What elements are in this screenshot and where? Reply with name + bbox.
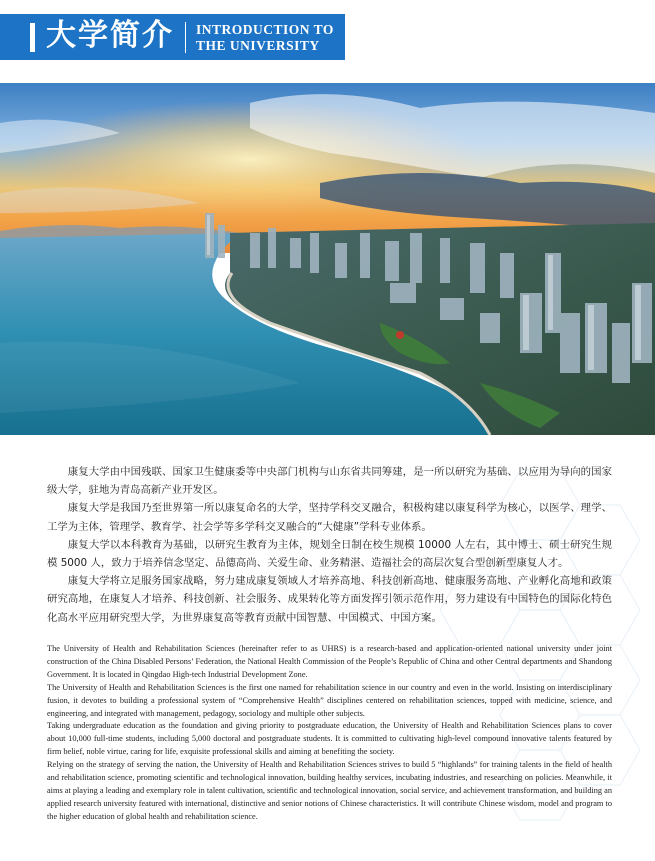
city-coastline-aerial-photo bbox=[0, 83, 655, 435]
header-banner bbox=[0, 14, 345, 60]
page-title-english-line-1: INTRODUCTION TO bbox=[196, 22, 334, 37]
intro-cn-paragraph: 康复大学将立足服务国家战略，努力建成康复领域人才培养高地、科技创新高地、健康服务高地、产业孵化高地和政策研究高地，在康复人才培养、科技创新、社会服务、成果转化等方面发挥引领示范作用，努力建设有中国特色的国际化特色化高水平应用研究型大学，为世界康复高等教育贡献中国智慧、中国模式、中国方案。 bbox=[47, 575, 612, 624]
intro-cn-paragraph: 康复大学是我国乃至世界第一所以康复命名的大学，坚持学科交叉融合，积极构建以康复科学为核心，以医学、理学、工学为主体，管理学、教育学、社会学等多学科交叉融合的“大健康”学科专业体系。 bbox=[47, 502, 612, 533]
page-title-english-line-2: THE UNIVERSITY bbox=[196, 38, 320, 53]
intro-cn-paragraph: 康复大学由中国残联、国家卫生健康委等中央部门机构与山东省共同筹建，是一所以研究为基础、以应用为导向的国家级大学，驻地为青岛高新产业开发区。 bbox=[47, 466, 612, 497]
introduction-english bbox=[47, 643, 612, 824]
header-divider bbox=[185, 22, 186, 53]
page-title-english bbox=[196, 22, 334, 54]
page-title-chinese: 大学简介 bbox=[46, 18, 174, 53]
intro-en-paragraph: The University of Health and Rehabilitation Sciences (hereinafter refer to as UHRS) is a research-based and application-oriented national university under joint construction of the China Disabled Persons’ Federation, the National Health Commission of the People’s Republic of China and other Central departments and Shandong Government. It is located in Qingdao High-tech Industrial Development Zone. bbox=[47, 644, 612, 679]
intro-en-paragraph: Relying on the strategy of serving the nation, the University of Health and Rehabilitation Sciences strives to build 5 “highlands” for training talents in the field of health and rehabilitation science, promoting scientific and technological innovation, building healthy services, incubating industries, and researching on policies. Meanwhile, it aims at playing a leading and exemplary role in talent cultivation, scientific and technological innovation, social service, and achievement transformation, and building an applied research university featured with international, distinctive and senior notions of Chinese characteristics. It will contribute Chinese wisdom, model and program to the higher education of global health and rehabilitation science. bbox=[47, 760, 612, 821]
intro-cn-paragraph: 康复大学以本科教育为基础，以研究生教育为主体，规划全日制在校生规模 10000 人左右，其中博士、硕士研究生规模 5000 人，致力于培养信念坚定、品德高尚、关爱生命、业务精湛、造福社会的高层次复合型创新型康复人才。 bbox=[47, 538, 612, 570]
intro-en-paragraph: The University of Health and Rehabilitation Sciences is the first one named for rehabilitation science in our country and even in the world. Insisting on interdisciplinary fusion, it devotes to building a professional system of “Comprehensive Health” disciplines centered on rehabilitation sciences, topped with medicine, science, and engineering, and integrated with management, pedagogy, sociology and multiple other subjects. bbox=[47, 682, 612, 718]
introduction-chinese bbox=[47, 463, 612, 627]
intro-en-paragraph: Taking undergraduate education as the foundation and giving priority to postgraduate education, the University of Health and Rehabilitation Sciences plans to cover about 10,000 full-time students, including 5,000 doctoral and postgraduate students. It is committed to cultivating high-level compound innovative talents featured by firm belief, noble virtue, caring for life, exquisite professional skills and aiming at benefiting the society. bbox=[47, 721, 612, 757]
header-accent-bar bbox=[30, 23, 35, 52]
